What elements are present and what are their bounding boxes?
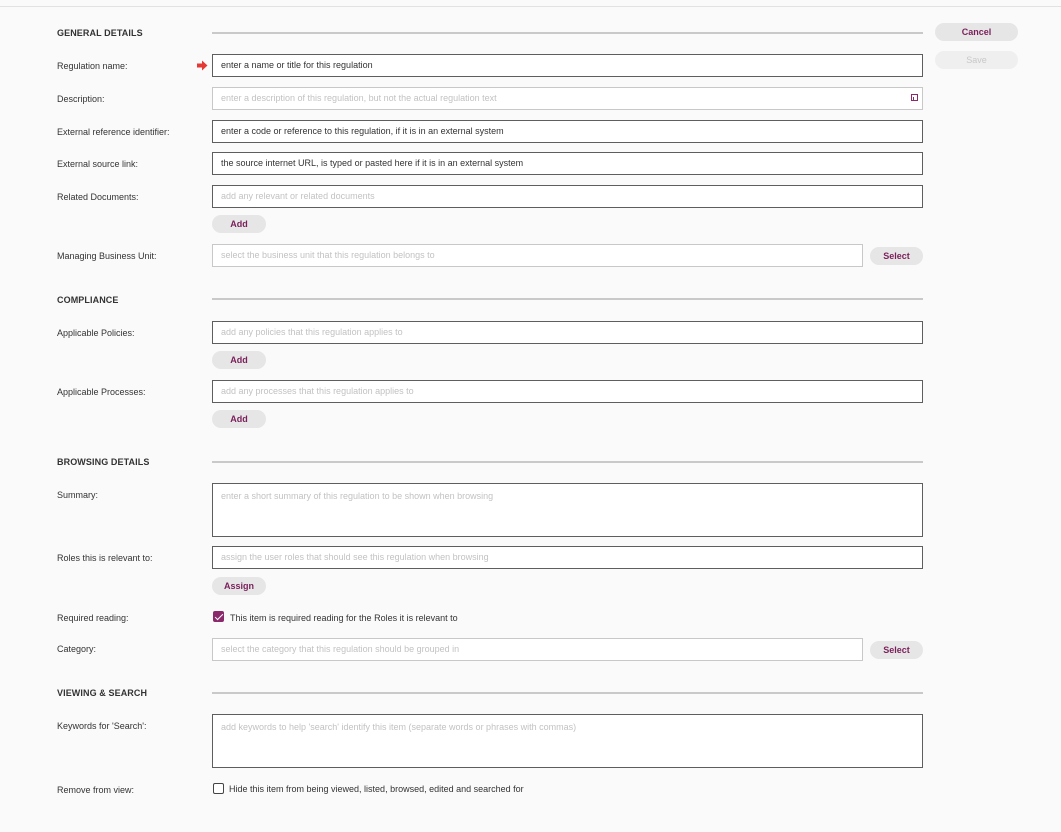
arrow-right-icon — [197, 60, 208, 71]
external-source-link-input[interactable]: the source internet URL, is typed or pasted here if it is in an external system — [212, 152, 923, 175]
required-reading-label: Required reading: — [57, 613, 129, 623]
save-button[interactable]: Save — [935, 51, 1018, 69]
assign-roles-button[interactable]: Assign — [212, 577, 266, 595]
applicable-policies-label: Applicable Policies: — [57, 328, 135, 338]
applicable-policies-input[interactable]: add any policies that this regulation applies to — [212, 321, 923, 344]
section-title-compliance: COMPLIANCE — [57, 295, 119, 305]
remove-from-view-text: Hide this item from being viewed, listed, browsed, edited and searched for — [229, 784, 524, 794]
roles-input[interactable]: assign the user roles that should see this regulation when browsing — [212, 546, 923, 569]
keywords-textarea[interactable]: add keywords to help 'search' identify this item (separate words or phrases with commas) — [212, 714, 923, 768]
section-divider — [212, 692, 923, 694]
section-title-browsing: BROWSING DETAILS — [57, 457, 150, 467]
category-input[interactable]: select the category that this regulation should be grouped in — [212, 638, 863, 661]
category-label: Category: — [57, 644, 97, 654]
regulation-name-input[interactable]: enter a name or title for this regulation — [212, 54, 923, 77]
description-label: Description: — [57, 94, 105, 104]
keywords-label: Keywords for 'Search': — [57, 721, 147, 731]
remove-from-view-label: Remove from view: — [57, 785, 135, 795]
select-category-button[interactable]: Select — [870, 641, 923, 659]
add-related-document-button[interactable]: Add — [212, 215, 266, 233]
managing-business-unit-label: Managing Business Unit: — [57, 251, 157, 261]
summary-textarea[interactable]: enter a short summary of this regulation to be shown when browsing — [212, 483, 923, 537]
description-input[interactable] — [212, 87, 923, 110]
section-title-general: GENERAL DETAILS — [57, 28, 143, 38]
remove-from-view-checkbox[interactable] — [213, 783, 224, 794]
section-divider — [212, 32, 923, 34]
roles-label: Roles this is relevant to: — [57, 553, 153, 563]
required-reading-text: This item is required reading for the Roles it is relevant to — [230, 613, 458, 623]
summary-label: Summary: — [57, 490, 99, 500]
managing-business-unit-input[interactable]: select the business unit that this regulation belongs to — [212, 244, 863, 267]
applicable-processes-input[interactable]: add any processes that this regulation applies to — [212, 380, 923, 403]
expand-icon[interactable] — [911, 94, 918, 101]
external-reference-input[interactable]: enter a code or reference to this regulation, if it is in an external system — [212, 120, 923, 143]
section-divider — [212, 461, 923, 463]
regulation-name-label: Regulation name: — [57, 61, 128, 71]
applicable-processes-label: Applicable Processes: — [57, 387, 146, 397]
external-reference-label: External reference identifier: — [57, 127, 170, 137]
description-placeholder: enter a description of this regulation, but not the actual regulation text — [221, 93, 497, 103]
required-reading-checkbox[interactable] — [213, 611, 224, 622]
top-divider — [0, 6, 1061, 7]
related-documents-label: Related Documents: — [57, 192, 139, 202]
external-source-link-label: External source link: — [57, 159, 139, 169]
cancel-button[interactable]: Cancel — [935, 23, 1018, 41]
section-divider — [212, 298, 923, 300]
related-documents-input[interactable]: add any relevant or related documents — [212, 185, 923, 208]
add-policy-button[interactable]: Add — [212, 351, 266, 369]
section-title-viewing: VIEWING & SEARCH — [57, 688, 148, 698]
select-business-unit-button[interactable]: Select — [870, 247, 923, 265]
add-process-button[interactable]: Add — [212, 410, 266, 428]
